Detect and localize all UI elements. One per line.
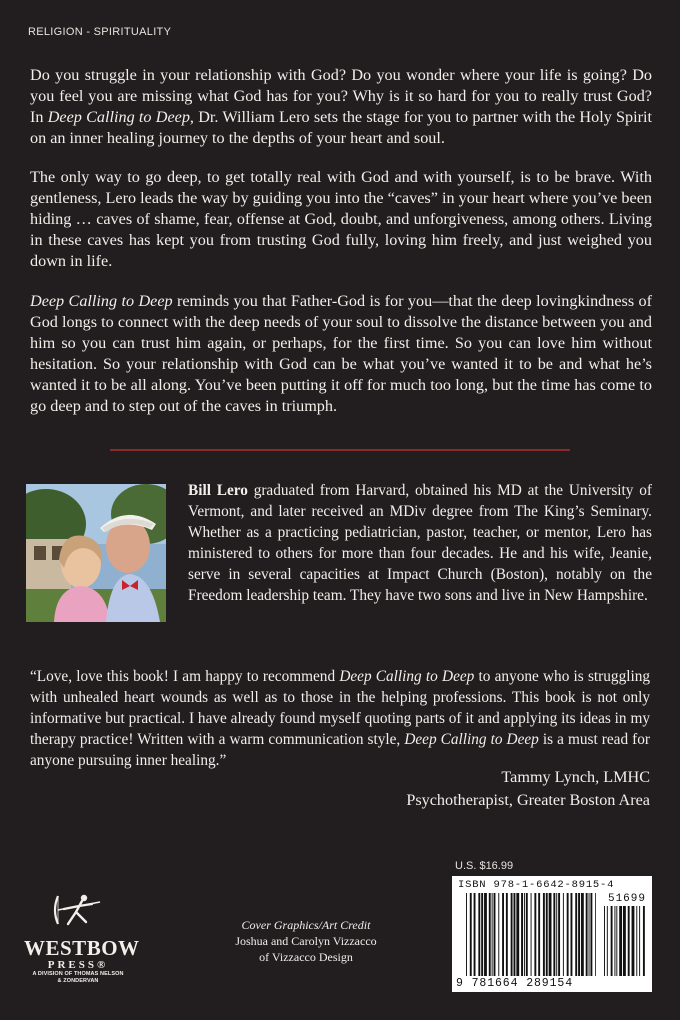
barcode-ean-digits: 9 781664 289154 <box>456 977 574 990</box>
barcode-bar <box>481 893 483 976</box>
barcode-bar <box>636 906 637 976</box>
barcode-bar <box>489 893 491 976</box>
barcode-bar <box>611 906 613 976</box>
barcode-bar <box>470 893 472 976</box>
barcode-bar <box>567 893 569 976</box>
barcode-bar <box>478 893 480 976</box>
barcode-bar <box>524 893 525 976</box>
author-bio <box>188 480 652 606</box>
barcode-bar <box>553 893 555 976</box>
credit-label: Cover Graphics/Art Credit <box>241 918 371 932</box>
barcode-bar <box>484 893 487 976</box>
cover-credit <box>226 917 386 965</box>
quote-text: is a must read for anyone pursuing inner healing.” <box>30 731 650 769</box>
barcode-bar <box>623 906 626 976</box>
endorser-role: Psychotherapist, Greater Boston Area <box>406 791 650 809</box>
endorsement-attribution <box>406 766 650 812</box>
book-title: Deep Calling to Deep <box>404 731 539 748</box>
barcode-bar <box>571 893 573 976</box>
barcode-bar <box>543 893 545 976</box>
blurb-text: , Dr. William Lero sets the stage for you to partner with the Holy Spirit on an inner healing journey to the depths of your heart and soul. <box>30 108 653 147</box>
price-label: U.S. $16.99 <box>455 860 514 872</box>
isbn-barcode <box>452 876 652 992</box>
quote-text: “Love, love this book! I am happy to recommend <box>30 668 340 685</box>
barcode-bar <box>607 906 608 976</box>
book-title: Deep Calling to Deep <box>30 292 173 310</box>
barcode-bar <box>474 893 476 976</box>
barcode-bar <box>563 893 564 976</box>
barcode-bar <box>466 893 467 976</box>
barcode-bar <box>516 893 519 976</box>
barcode-addon-digits: 51699 <box>607 893 646 905</box>
barcode-bar <box>521 893 523 976</box>
book-title: Deep Calling to Deep <box>339 668 475 685</box>
barcode-bar <box>498 893 499 976</box>
barcode-bar <box>619 906 622 976</box>
section-divider <box>110 449 570 451</box>
barcode-bar <box>511 893 513 976</box>
barcode-bar <box>643 906 645 976</box>
barcode-bar <box>556 893 557 976</box>
barcode-bar <box>531 893 532 976</box>
barcode-bar <box>614 906 615 976</box>
barcode-bar <box>586 893 588 976</box>
author-photo-image <box>26 484 166 622</box>
barcode-bar <box>494 893 496 976</box>
barcode-bar <box>578 893 580 976</box>
barcode-bar <box>589 893 590 976</box>
barcode-bar <box>502 893 504 976</box>
barcode-bar <box>639 906 640 976</box>
archer-icon <box>48 890 108 930</box>
endorsement-quote <box>30 666 650 771</box>
blurb-text: Do you struggle in your relationship with God? Do you wonder where your life is going? Do you feel you are missing what God has for you? Why is it so hard for you to really trust God? In <box>30 66 652 126</box>
barcode-bars <box>452 876 652 992</box>
barcode-bar <box>628 906 630 976</box>
barcode-bar <box>549 893 552 976</box>
publisher-logo <box>24 890 140 985</box>
blurb-text: reminds you that Father-God is for you—that the deep lovingkindness of God longs to connect with the deep needs of your soul to dissolve the distance between you and him so you can trust him again, or perhaps, for the first time. So you can love him without hesitation. So your relationship with God can be what you’ve wanted it to be and what he’s wanted it to be all along. You’ve been putting it off for much too long, but the time has come to go deep and to step out of the caves in triumph. <box>30 292 653 415</box>
author-photo <box>26 484 166 622</box>
endorser-name: Tammy Lynch, LMHC <box>501 768 650 786</box>
barcode-bar <box>546 893 548 976</box>
barcode-bar <box>492 893 493 976</box>
category-label: RELIGION - SPIRITUALITY <box>28 26 172 38</box>
barcode-bar <box>616 906 617 976</box>
author-name: Bill Lero <box>188 482 248 499</box>
barcode-bar <box>575 893 577 976</box>
barcode-bar <box>506 893 508 976</box>
publisher-division-line-1: A DIVISION OF THOMAS NELSON <box>32 971 124 977</box>
quote-text: to anyone who is struggling with unhealed heart wounds as well as to those in the helping professions. This book is not only informative but practical. I have already found myself quoting parts of it and applying its ideas in my therapy practice! Written with a warm communication style, <box>30 668 651 748</box>
barcode-bar <box>558 893 560 976</box>
author-bio-text: graduated from Harvard, obtained his MD at the University of Vermont, and later received an MDiv degree from The King’s Seminary. Whether as a practicing pediatrician, pastor, teacher, or mentor, Lero has ministered to others for more than four decades. He and his wife, Jeanie, serve in several capacities at Impact Church (Boston), notably on the Freedom leadership team. They have two sons and live in New Hampshire. <box>188 482 652 604</box>
barcode-bar <box>534 893 536 976</box>
barcode-bar <box>526 893 528 976</box>
blurb-paragraph-1 <box>30 65 652 149</box>
barcode-bar <box>581 893 584 976</box>
barcode-bar <box>514 893 516 976</box>
isbn-text: ISBN 978-1-6642-8915-4 <box>458 879 615 891</box>
publisher-name: WESTBOW <box>24 936 140 960</box>
publisher-division-line-2: & ZONDERVAN <box>57 978 99 984</box>
blurb-paragraph-3 <box>30 291 652 417</box>
barcode-bar <box>604 906 605 976</box>
barcode-bar <box>632 906 635 976</box>
book-title: Deep Calling to Deep <box>47 108 190 126</box>
barcode-bar <box>595 893 596 976</box>
barcode-bar <box>590 893 592 976</box>
publisher-press: PRESS® <box>47 959 109 971</box>
blurb-paragraph-2: The only way to go deep, to get totally real with God and with yourself, is to be brave. With gentleness, Lero leads the way by guiding you into the “caves” in your heart where you’ve been hiding … caves of shame, fear, offense at God, doubt, and unforgiveness, among others. Living in these caves has kept you from trusting God fully, loving him freely, and just weighed you down in life. <box>30 168 652 270</box>
credit-line-1: Joshua and Carolyn Vizzacco <box>235 934 377 948</box>
barcode-bar <box>538 893 540 976</box>
credit-line-2: of Vizzacco Design <box>259 950 353 964</box>
